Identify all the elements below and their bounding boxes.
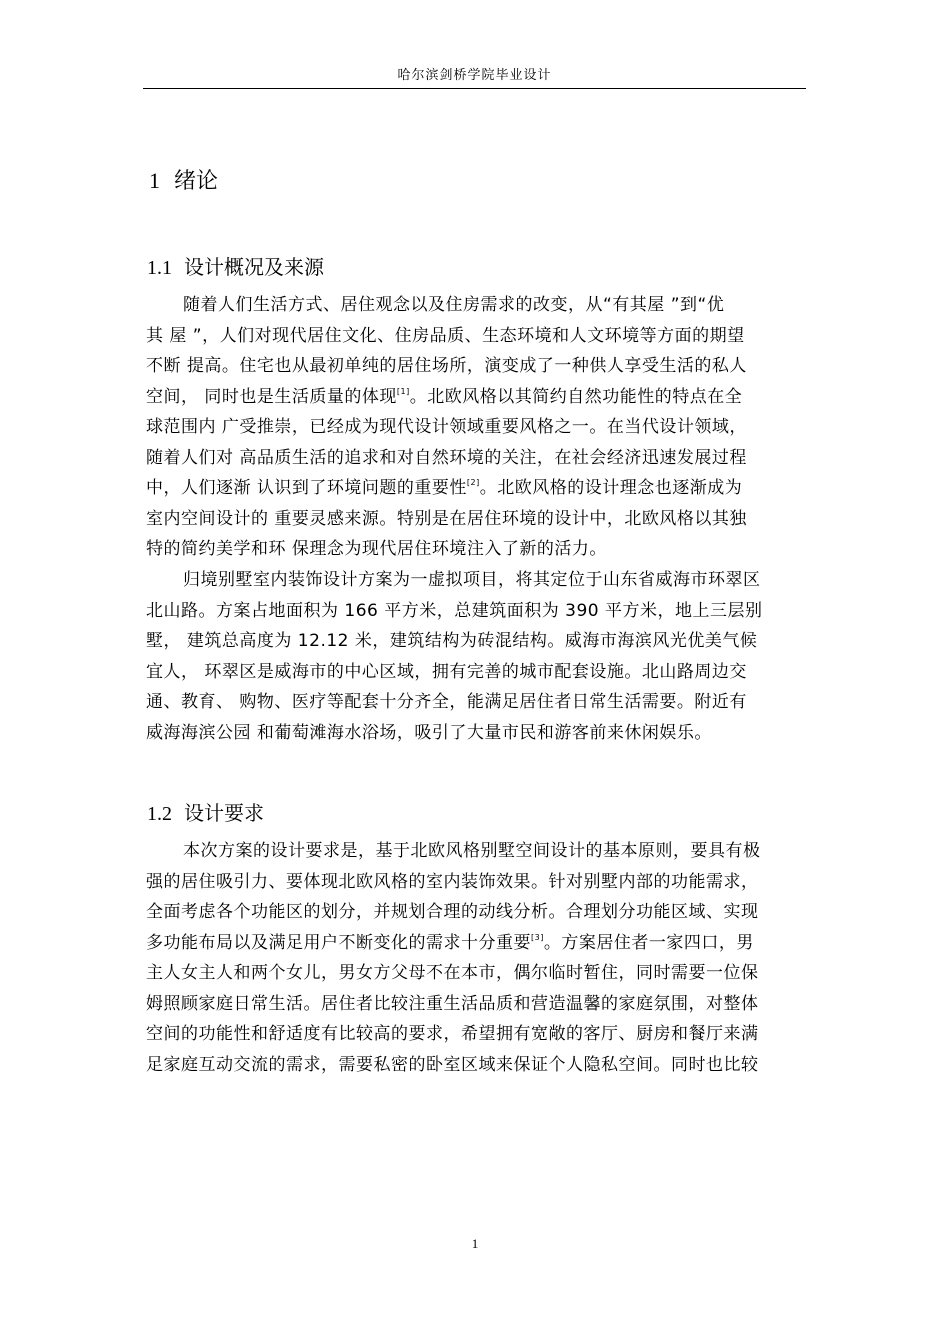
text-line: 墅， 建筑总高度为 12.12 米，建筑结构为砖混结构。威海市海滨风光优美气候 [146, 631, 758, 651]
citation-ref: [1] [396, 386, 410, 396]
text-line: 归境别墅室内装饰设计方案为一虚拟项目，将其定位于山东省威海市环翠区 [183, 570, 761, 590]
chapter-heading [149, 164, 218, 195]
section-title: 设计要求 [184, 801, 264, 825]
running-header: 哈尔滨剑桥学院毕业设计 [397, 68, 552, 83]
text-line: 姆照顾家庭日常生活。居住者比较注重生活品质和营造温馨的家庭氛围，对整体 [146, 993, 759, 1014]
paragraph-1-1-a [146, 290, 810, 565]
text-line: 强的居住吸引力、要体现北欧风格的室内装饰效果。针对别墅内部的功能需求， [146, 871, 759, 892]
text-line: 不断 提高。住宅也从最初单纯的居住场所，演变成了一种供人享受生活的私人 [146, 356, 747, 376]
text-line: 足家庭互动交流的需求，需要私密的卧室区域来保证个人隐私空间。同时也比较 [146, 1054, 759, 1075]
chapter-title: 绪论 [174, 169, 219, 194]
section-number: 1.1 [147, 257, 172, 279]
text-line: 空间的功能性和舒适度有比较高的要求，希望拥有宽敞的客厅、厨房和餐厅来满 [146, 1024, 759, 1044]
text-line [146, 382, 810, 413]
text-line: 主人女主人和两个女儿，男女方父母不在本市，偶尔临时暂住，同时需要一位保 [146, 963, 759, 983]
text-segment: 中，人们逐渐 认识到了环境问题的重要性 [146, 478, 467, 498]
text-segment: 。方案居住者一家四口，男 [543, 932, 754, 953]
text-line: 随着人们生活方式、居住观念以及住房需求的改变，从“有其屋 ”到“优 [183, 295, 725, 315]
text-line: 本次方案的设计要求是，基于北欧风格别墅空间设计的基本原则，要具有极 [183, 841, 761, 861]
header-rule [143, 88, 806, 89]
text-segment: 多功能布局以及满足用户不断变化的需求十分重要 [146, 932, 531, 953]
paragraph-1-1-b [146, 565, 810, 748]
text-line [146, 928, 810, 959]
text-line: 特的简约美学和环 保理念为现代居住环境注入了新的活力。 [146, 539, 607, 559]
text-line: 球范围内 广受推崇，已经成为现代设计领域重要风格之一。在当代设计领域， [146, 417, 747, 437]
citation-ref: [3] [531, 932, 544, 942]
section-heading-1-2 [147, 797, 264, 826]
text-line: 威海海滨公园 和葡萄滩海水浴场，吸引了大量市民和游客前来休闲娱乐。 [146, 722, 712, 743]
paragraph-1-2-a [146, 836, 810, 1080]
text-line: 随着人们对 高品质生活的追求和对自然环境的关注，在社会经济迅速发展过程 [146, 447, 747, 468]
text-line: 北山路。方案占地面积为 166 平方米，总建筑面积为 390 平方米，地上三层别 [146, 600, 763, 621]
text-segment: 。北欧风格以其简约自然功能性的特点在全 [409, 386, 743, 407]
section-heading-1-1 [147, 251, 324, 280]
text-line [146, 473, 810, 504]
text-line: 宜人， 环翠区是威海市的中心区域，拥有完善的城市配套设施。北山路周边交 [146, 661, 747, 682]
citation-ref: [2] [466, 478, 480, 487]
page-number: 1 [471, 1236, 479, 1251]
chapter-number: 1 [149, 168, 160, 193]
section-title: 设计概况及来源 [184, 255, 324, 279]
text-line: 全面考虑各个功能区的划分，并规划合理的动线分析。合理划分功能区域、实现 [146, 902, 759, 922]
text-segment: 空间， 同时也是生活质量的体现 [146, 386, 397, 407]
text-line: 通、教育、 购物、医疗等配套十分齐全，能满足居住者日常生活需要。附近有 [146, 692, 747, 712]
text-line: 室内空间设计的 重要灵感来源。特别是在居住环境的设计中，北欧风格以其独 [146, 508, 747, 529]
text-segment: 。北欧风格的设计理念也逐渐成为 [479, 478, 743, 498]
section-number: 1.2 [147, 803, 172, 825]
text-line: 其 屋 ”，人们对现代居住文化、住房品质、生态环境和人文环境等方面的期望 [146, 325, 745, 346]
